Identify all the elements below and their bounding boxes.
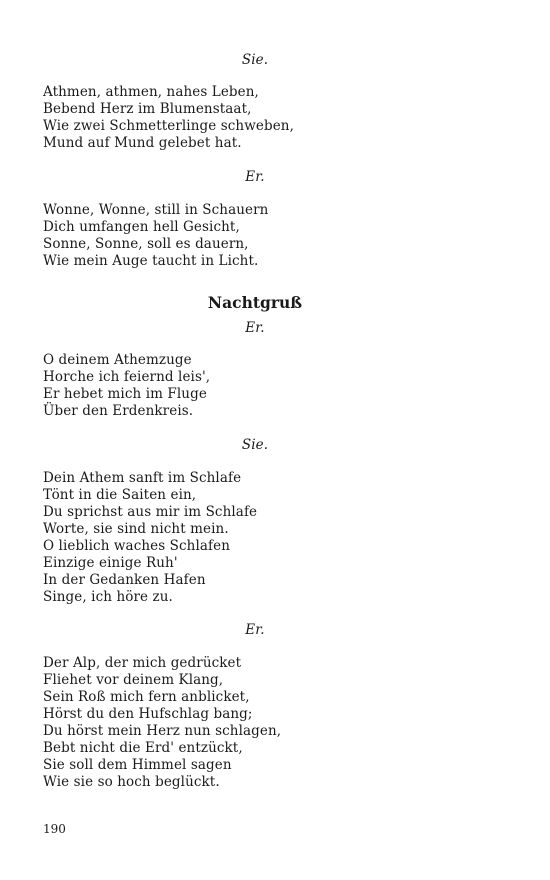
stanza xyxy=(43,352,210,420)
page-number: 190 xyxy=(43,822,66,836)
verse-line: Sonne, Sonne, soll es dauern, xyxy=(43,236,249,252)
verse-line: Worte, sie sind nicht mein. xyxy=(43,521,229,537)
verse-line: Athmen, athmen, nahes Leben, xyxy=(43,84,259,100)
verse-line: Hörst du den Hufschlag bang; xyxy=(43,706,253,722)
verse-line: Wie mein Auge taucht in Licht. xyxy=(43,253,259,269)
verse-line: Bebend Herz im Blumenstaat, xyxy=(43,101,252,117)
speaker-label: Sie. xyxy=(241,52,269,68)
speaker-label: Sie. xyxy=(241,437,269,453)
verse-line: In der Gedanken Hafen xyxy=(43,572,206,588)
verse-line: Wonne, Wonne, still in Schauern xyxy=(43,202,269,218)
verse-line: Tönt in die Saiten ein, xyxy=(43,487,197,503)
verse-line: Einzige einige Ruh' xyxy=(43,555,178,571)
poem-title: Nachtgruß xyxy=(207,293,303,312)
speaker-label: Er. xyxy=(245,622,265,638)
speaker-label: Er. xyxy=(245,320,265,336)
stanza xyxy=(43,84,294,152)
verse-line: Du hörst mein Herz nun schlagen, xyxy=(43,723,282,739)
stanza xyxy=(43,202,268,270)
verse-line: Du sprichst aus mir im Schlafe xyxy=(43,504,258,520)
verse-line: Wie sie so hoch beglückt. xyxy=(43,774,220,790)
speaker-label: Er. xyxy=(245,169,265,185)
verse-line: Dich umfangen hell Gesicht, xyxy=(43,219,240,235)
verse-line: Fliehet vor deinem Klang, xyxy=(43,672,224,688)
verse-line: Horche ich feiernd leis', xyxy=(43,369,211,385)
verse-line: Sie soll dem Himmel sagen xyxy=(43,757,232,773)
verse-line: Der Alp, der mich gedrücket xyxy=(43,655,242,671)
verse-line: Wie zwei Schmetterlinge schweben, xyxy=(43,118,294,134)
verse-line: O deinem Athemzuge xyxy=(43,352,192,368)
verse-line: Über den Erdenkreis. xyxy=(43,403,194,419)
verse-line: Dein Athem sanft im Schlafe xyxy=(43,470,242,486)
verse-line: Bebt nicht die Erd' entzückt, xyxy=(43,740,243,756)
verse-line: Sein Roß mich fern anblicket, xyxy=(43,689,250,705)
verse-line: Er hebet mich im Fluge xyxy=(43,386,207,402)
verse-line: O lieblich waches Schlafen xyxy=(43,538,231,554)
stanza xyxy=(43,470,257,606)
stanza xyxy=(43,655,281,791)
verse-line: Mund auf Mund gelebet hat. xyxy=(43,135,242,151)
verse-line: Singe, ich höre zu. xyxy=(43,589,173,605)
